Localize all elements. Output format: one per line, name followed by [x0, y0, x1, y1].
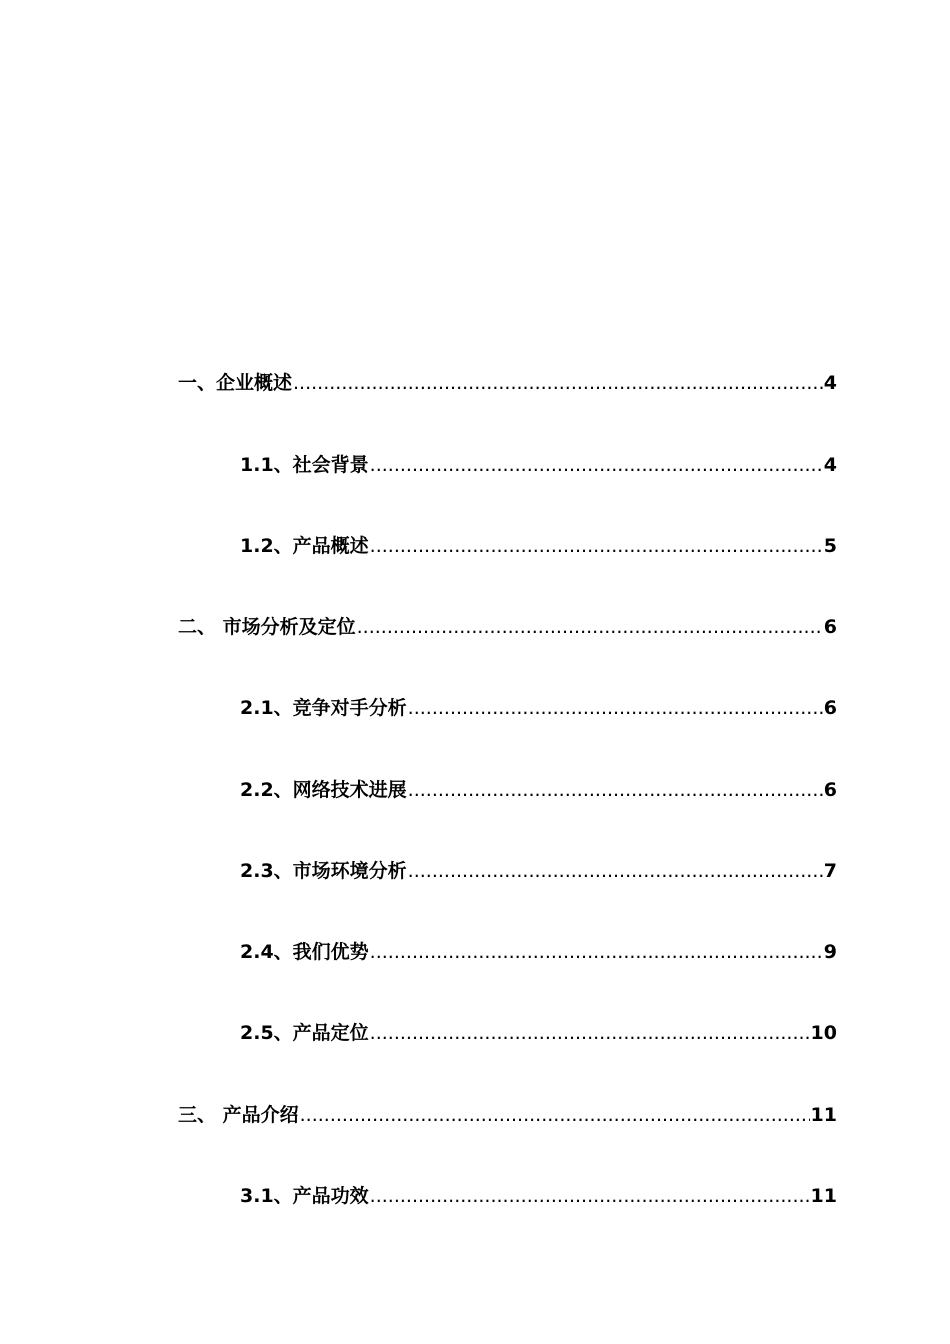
toc-entry-title: 1.1、社会背景 — [240, 454, 369, 476]
toc-dot-leader — [370, 534, 823, 558]
toc-entry-title: 2.3、市场环境分析 — [240, 860, 407, 882]
toc-page-number: 10 — [810, 1022, 837, 1044]
toc-entry-network-tech[interactable] — [240, 772, 837, 802]
toc-entry-title: 三、 产品介绍 — [178, 1104, 299, 1126]
toc-page-number: 4 — [823, 454, 837, 476]
toc-page-number: 11 — [810, 1104, 837, 1126]
toc-dot-leader — [370, 1021, 810, 1045]
toc-dot-leader — [370, 1184, 810, 1208]
toc-dot-leader — [408, 696, 823, 720]
toc-entry-social-background[interactable] — [240, 447, 837, 477]
toc-dot-leader — [370, 453, 823, 477]
toc-entry-market-analysis[interactable] — [178, 609, 837, 639]
toc-dot-leader — [408, 859, 823, 883]
toc-entry-market-environment[interactable] — [240, 853, 837, 883]
toc-entry-title: 1.2、产品概述 — [240, 535, 369, 557]
toc-entry-title: 2.2、网络技术进展 — [240, 779, 407, 801]
toc-page-number: 6 — [823, 697, 837, 719]
toc-page-number: 7 — [823, 860, 837, 882]
toc-dot-leader — [370, 940, 823, 964]
toc-entry-competitor-analysis[interactable] — [240, 690, 837, 720]
toc-entry-product-efficacy[interactable] — [240, 1178, 837, 1208]
toc-entry-title: 2.4、我们优势 — [240, 941, 369, 963]
toc-page-number: 6 — [823, 616, 837, 638]
toc-entry-title: 二、 市场分析及定位 — [178, 616, 356, 638]
toc-dot-leader — [300, 1103, 810, 1127]
toc-dot-leader — [408, 778, 823, 802]
toc-entry-product-positioning[interactable] — [240, 1015, 837, 1045]
toc-dot-leader — [357, 615, 823, 639]
toc-entry-title: 3.1、产品功效 — [240, 1185, 369, 1207]
toc-page-number: 4 — [823, 372, 837, 394]
toc-page-number: 9 — [823, 941, 837, 963]
toc-entry-product-introduction[interactable] — [178, 1097, 837, 1127]
toc-dot-leader — [293, 371, 823, 395]
toc-entry-product-overview[interactable] — [240, 528, 837, 558]
toc-page-number: 11 — [810, 1185, 837, 1207]
toc-page-number: 5 — [823, 535, 837, 557]
toc-entry-title: 一、企业概述 — [178, 372, 293, 394]
toc-entry-our-advantages[interactable] — [240, 934, 837, 964]
toc-entry-enterprise-overview[interactable] — [178, 365, 837, 395]
toc-entry-title: 2.5、产品定位 — [240, 1022, 369, 1044]
toc-entry-title: 2.1、竞争对手分析 — [240, 697, 407, 719]
toc-page-number: 6 — [823, 779, 837, 801]
